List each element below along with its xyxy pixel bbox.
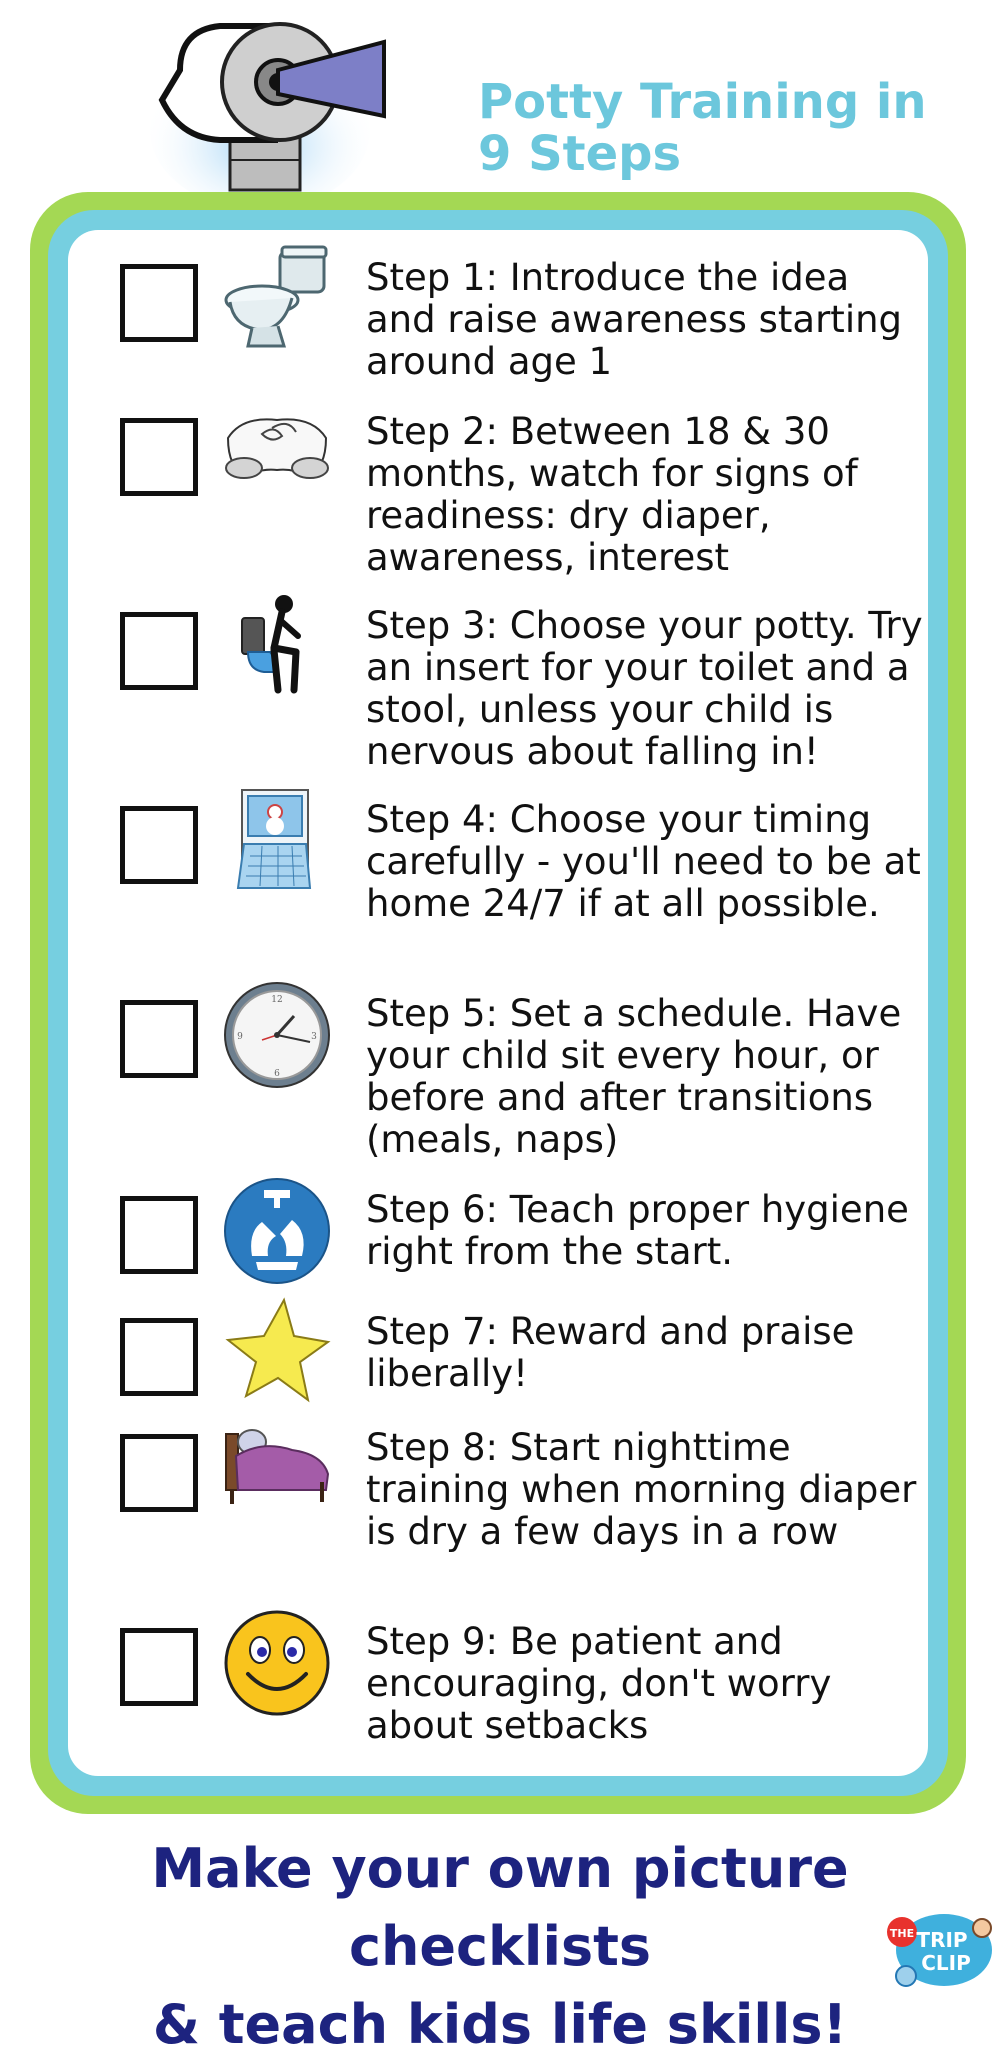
logo-the-text: THE xyxy=(889,1927,915,1940)
step-9-text: Step 9: Be patient and encouraging, don't worry about setbacks xyxy=(366,1620,832,1747)
footer-tagline xyxy=(0,1830,1000,2064)
step-3-checkbox[interactable] xyxy=(120,612,198,690)
smiley-face-icon xyxy=(222,1608,332,1718)
step-1-text: Step 1: Introduce the idea and raise awareness starting around age 1 xyxy=(366,256,903,383)
step-2-text: Step 2: Between 18 & 30 months, watch for signs of readiness: dry diaper, awareness, interest xyxy=(366,410,858,579)
diaper-icon xyxy=(222,398,332,508)
logo-trip-text: TRIP xyxy=(916,1928,968,1952)
person-on-toilet-icon xyxy=(222,590,332,700)
title-line-2: 9 Steps xyxy=(478,126,682,182)
hand-washing-icon xyxy=(222,1176,332,1286)
calendar-icon xyxy=(222,786,332,896)
step-7-text: Step 7: Reward and praise liberally! xyxy=(366,1310,855,1395)
step-9-checkbox[interactable] xyxy=(120,1628,198,1706)
svg-text:6: 6 xyxy=(274,1069,280,1079)
step-5-checkbox[interactable] xyxy=(120,1000,198,1078)
step-8-text: Step 8: Start nighttime training when morning diaper is dry a few days in a row xyxy=(366,1426,917,1553)
step-2-checkbox[interactable] xyxy=(120,418,198,496)
svg-text:9: 9 xyxy=(237,1032,243,1042)
step-6-checkbox[interactable] xyxy=(120,1196,198,1274)
step-5-text: Step 5: Set a schedule. Have your child sit every hour, or before and after transitions (meals, naps) xyxy=(366,992,902,1161)
title-line-1: Potty Training in xyxy=(478,74,927,130)
logo-clip-text: CLIP xyxy=(921,1951,971,1975)
bed-icon xyxy=(222,1412,332,1522)
toilet-paper-roll-icon xyxy=(150,20,400,190)
step-1-checkbox[interactable] xyxy=(120,264,198,342)
footer-line-1: Make your own picture checklists xyxy=(151,1837,849,1978)
footer-line-2: & teach kids life skills! xyxy=(152,1993,848,2056)
step-8-checkbox[interactable] xyxy=(120,1434,198,1512)
star-icon xyxy=(222,1296,332,1406)
page-title xyxy=(478,76,978,180)
step-4-checkbox[interactable] xyxy=(120,806,198,884)
trip-clip-logo[interactable] xyxy=(876,1902,996,1992)
step-7-checkbox[interactable] xyxy=(120,1318,198,1396)
svg-text:12: 12 xyxy=(271,995,283,1005)
step-4-text: Step 4: Choose your timing carefully - you'll need to be at home 24/7 if at all possible. xyxy=(366,798,921,925)
clock-icon xyxy=(222,980,332,1090)
step-6-text: Step 6: Teach proper hygiene right from the start. xyxy=(366,1188,909,1273)
toilet-icon xyxy=(222,242,332,352)
step-3-text: Step 3: Choose your potty. Try an insert for your toilet and a stool, unless your child is nervous about falling in! xyxy=(366,604,923,773)
svg-text:3: 3 xyxy=(311,1032,317,1042)
